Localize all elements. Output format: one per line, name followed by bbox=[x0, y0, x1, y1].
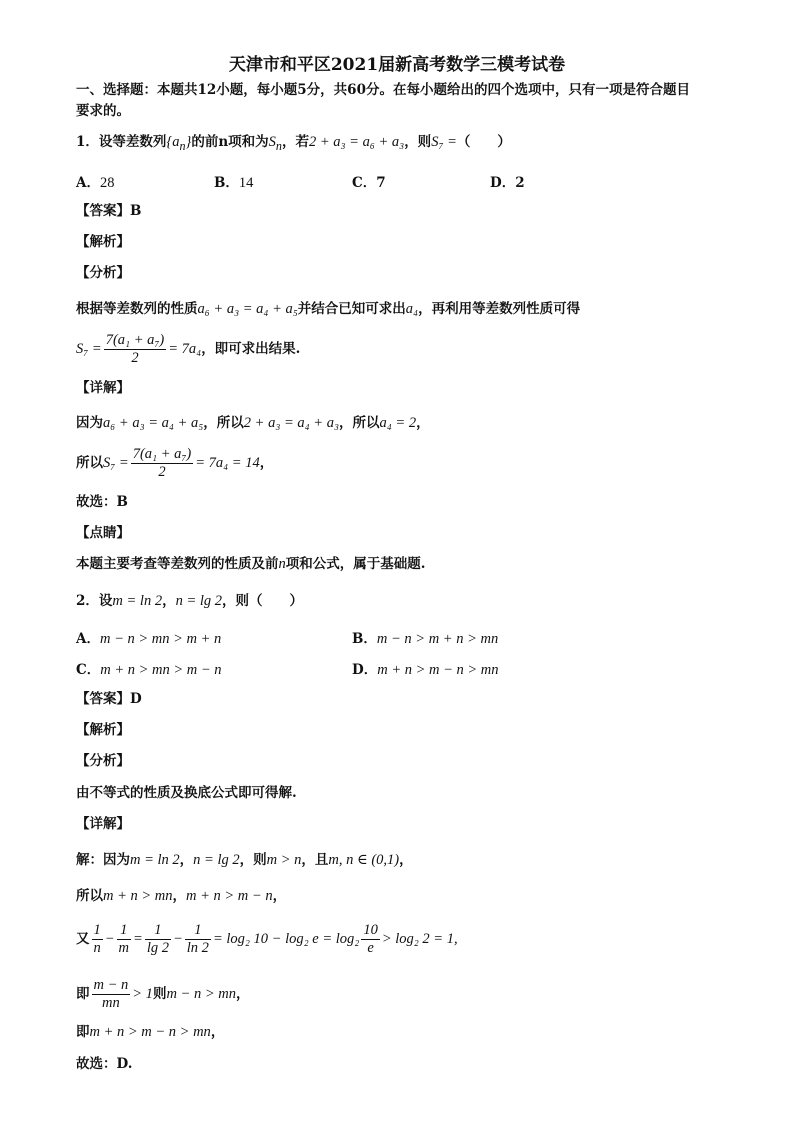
q2-fenxi-heading: 【分析】 bbox=[76, 753, 130, 769]
question-2-stem: 2．设m = ln 2，n = lg 2，则（ ） bbox=[76, 593, 304, 609]
q1-option-d: D．2 bbox=[490, 175, 525, 191]
q1-fenxi-text: 根据等差数列的性质a₆ + a₃ = a₄ + a₅并结合已知可求出a₄，再利用等差数列性质可得 bbox=[76, 301, 581, 317]
q1-sequence: $\{a_n\}$ bbox=[166, 134, 192, 153]
q1-dianjing-text: 本题主要考查等差数列的性质及前n项和公式，属于基础题. bbox=[76, 556, 426, 572]
section-instructions-line2: 要求的。 bbox=[76, 103, 130, 119]
q2-answer: 【答案】D bbox=[76, 691, 142, 707]
q2-detail-line1: 解：因为m = ln 2，n = lg 2，则m > n，且m, n ∈ (0,1)， bbox=[76, 852, 413, 868]
q1-s7: S₇ = bbox=[431, 134, 457, 150]
q1-detail-line1: 因为a₆ + a₃ = a₄ + a₅，所以2 + a₃ = a₄ + a₃，所以a₄ = 2， bbox=[76, 415, 430, 431]
section-instructions-line1: 一、选择题：本题共12小题，每小题5分，共60分。在每小题给出的四个选项中，只有一项是符合题目 bbox=[76, 82, 690, 98]
q2-detail-line3: 又 $\frac{1}{n}$ − $\frac{1}{m}$ = $\frac{1}{\lg 2}$ − $\frac{1}{\ln 2}$ = log₂ 10 − log₂ e = log₂ $\frac{10}{e}$ > log₂ 2 = 1, bbox=[76, 922, 458, 956]
q1-detail-heading: 【详解】 bbox=[76, 380, 130, 396]
q1-option-a: A．28 bbox=[76, 175, 115, 191]
q1-condition: 2 + a₃ = a₆ + a₃ bbox=[308, 134, 405, 150]
question-1-stem bbox=[76, 133, 511, 155]
q2-fenxi-text: 由不等式的性质及换底公式即可得解. bbox=[76, 785, 297, 801]
q2-analysis-heading: 【解析】 bbox=[76, 722, 130, 738]
q1-choose: 故选：B bbox=[76, 494, 128, 510]
q1-fenxi-heading: 【分析】 bbox=[76, 265, 130, 281]
q1-answer: 【答案】B bbox=[76, 203, 142, 219]
q1-dianjing-heading: 【点睛】 bbox=[76, 525, 130, 541]
q1-text-c: ，则 bbox=[404, 134, 432, 150]
q2-option-a: A．m − n > mn > m + n bbox=[76, 631, 222, 647]
q2-option-c: C．m + n > mn > m − n bbox=[76, 662, 222, 678]
q1-option-c: C．7 bbox=[352, 175, 386, 191]
q1-option-b: B．14 bbox=[214, 175, 254, 191]
q2-choose: 故选：D. bbox=[76, 1056, 133, 1072]
q1-sn: $S_n$ bbox=[268, 134, 282, 153]
q1-fenxi-formula: S₇ = $\frac{\text{7(a₁ + a₇)}}{2}$ = 7a₄，即可求出结果. bbox=[76, 332, 301, 366]
q2-detail-heading: 【详解】 bbox=[76, 816, 130, 832]
q2-option-b: B．m − n > m + n > mn bbox=[352, 631, 499, 647]
q1-paren: （ ） bbox=[456, 134, 511, 150]
page-title: 天津市和平区2021届新高考数学三模考试卷 bbox=[228, 55, 566, 75]
q2-detail-line5: 即m + n > m − n > mn， bbox=[76, 1024, 225, 1040]
q1-text-b: ，若 bbox=[281, 134, 309, 150]
q2-detail-line2: 所以m + n > mn，m + n > m − n， bbox=[76, 888, 287, 904]
q2-option-d: D．m + n > m − n > mn bbox=[352, 662, 499, 678]
q1-analysis-heading: 【解析】 bbox=[76, 234, 130, 250]
q1-detail-line2: 所以S₇ = $\frac{\text{7(a₁ + a₇)}}{2}$ = 7a₄ = 14， bbox=[76, 446, 274, 480]
q1-prefix: 1．设等差数列 bbox=[76, 134, 167, 150]
q2-detail-line4: 即 $\frac{m - n}{mn}$ > 1则m − n > mn， bbox=[76, 977, 250, 1011]
q1-text-a: 的前n项和为 bbox=[191, 134, 269, 150]
